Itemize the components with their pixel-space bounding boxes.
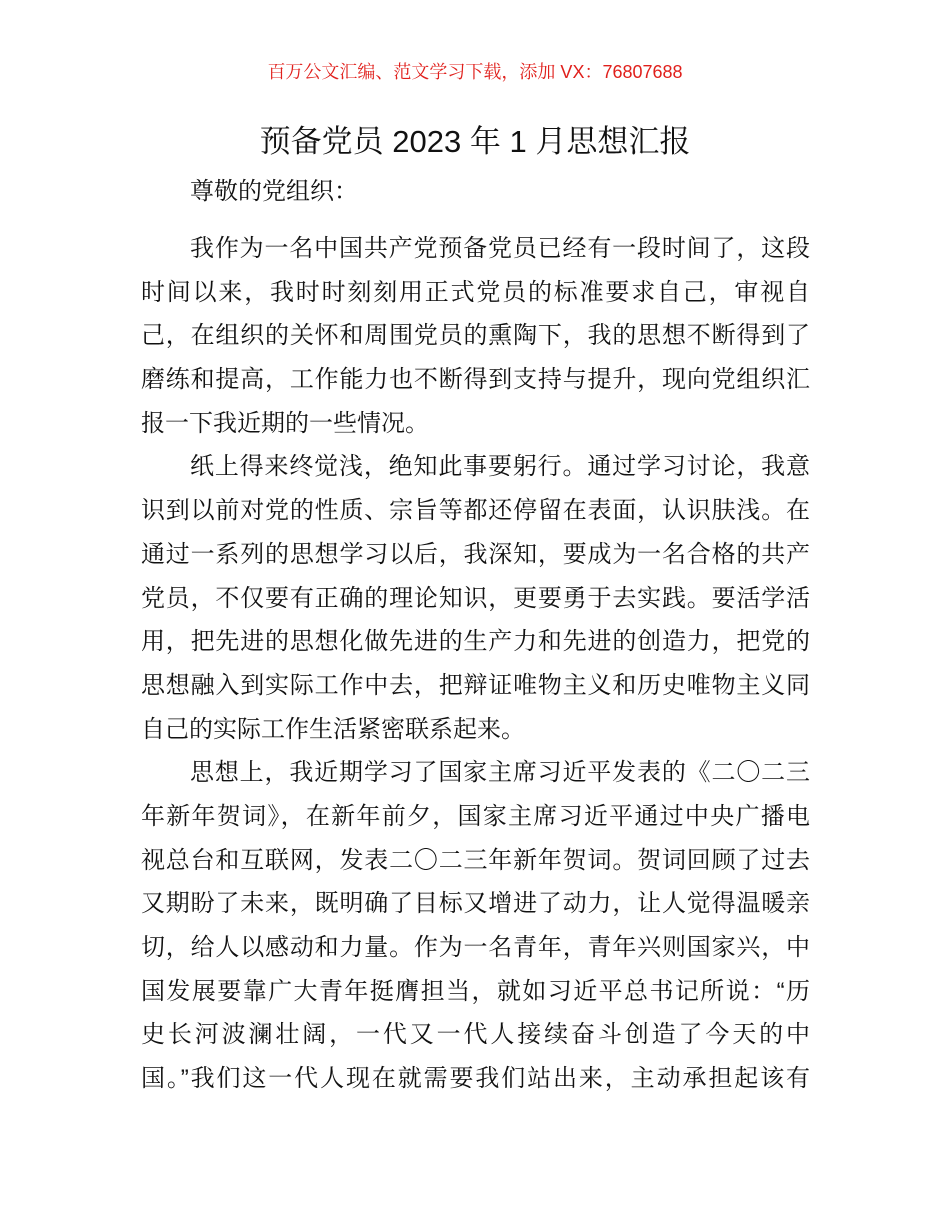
text-line: 纸上得来终觉浅，绝知此事要躬行。通过学习讨论，我意 <box>190 453 810 481</box>
text-line: 自己的实际工作生活紧密联系起来。 <box>141 715 525 743</box>
text-line: 时间以来，我时时刻刻用正式党员的标准要求自己，审视自 <box>141 278 810 306</box>
text-line: 我作为一名中国共产党预备党员已经有一段时间了，这段 <box>190 235 810 262</box>
text-line: 视总台和互联网，发表二〇二三年新年贺词。贺词回顾了过去 <box>141 846 810 874</box>
text-line: 国。”我们这一代人现在就需要我们站出来，主动承担起该有 <box>141 1065 810 1093</box>
paragraph <box>141 227 810 445</box>
salutation: 尊敬的党组织： <box>190 178 358 205</box>
text-line: 用，把先进的思想化做先进的生产力和先进的创造力，把党的 <box>141 628 810 656</box>
text-line: 思想上，我近期学习了国家主席习近平发表的《二〇二三 <box>190 759 810 787</box>
text-line: 又期盼了未来，既明确了目标又增进了动力，让人觉得温暖亲 <box>141 890 810 918</box>
paragraph <box>141 445 810 751</box>
text-line: 己，在组织的关怀和周围党员的熏陶下，我的思想不断得到了 <box>141 322 810 350</box>
text-line: 通过一系列的思想学习以后，我深知，要成为一名合格的共产 <box>141 540 810 568</box>
text-line: 报一下我近期的一些情况。 <box>141 409 429 437</box>
text-line: 国发展要靠广大青年挺膺担当，就如习近平总书记所说：“历 <box>141 977 810 1005</box>
text-line: 党员，不仅要有正确的理论知识，更要勇于去实践。要活学活 <box>141 584 810 612</box>
text-line: 年新年贺词》，在新年前夕，国家主席习近平通过中央广播电 <box>141 802 810 830</box>
text-line: 思想融入到实际工作中去，把辩证唯物主义和历史唯物主义同 <box>141 671 810 699</box>
text-line: 切，给人以感动和力量。作为一名青年，青年兴则国家兴，中 <box>141 934 810 961</box>
paragraph <box>141 751 810 1101</box>
watermark-header: 百万公文汇编、范文学习下载，添加 VX：76807688 <box>267 62 683 82</box>
text-line: 识到以前对党的性质、宗旨等都还停留在表面，认识肤浅。在 <box>141 497 810 525</box>
document-body <box>141 227 810 1101</box>
text-line: 磨练和提高，工作能力也不断得到支持与提升，现向党组织汇 <box>141 366 810 394</box>
document-title: 预备党员 2023 年 1 月思想汇报 <box>259 124 691 159</box>
text-line: 史长河波澜壮阔，一代又一代人接续奋斗创造了今天的中 <box>141 1021 810 1049</box>
